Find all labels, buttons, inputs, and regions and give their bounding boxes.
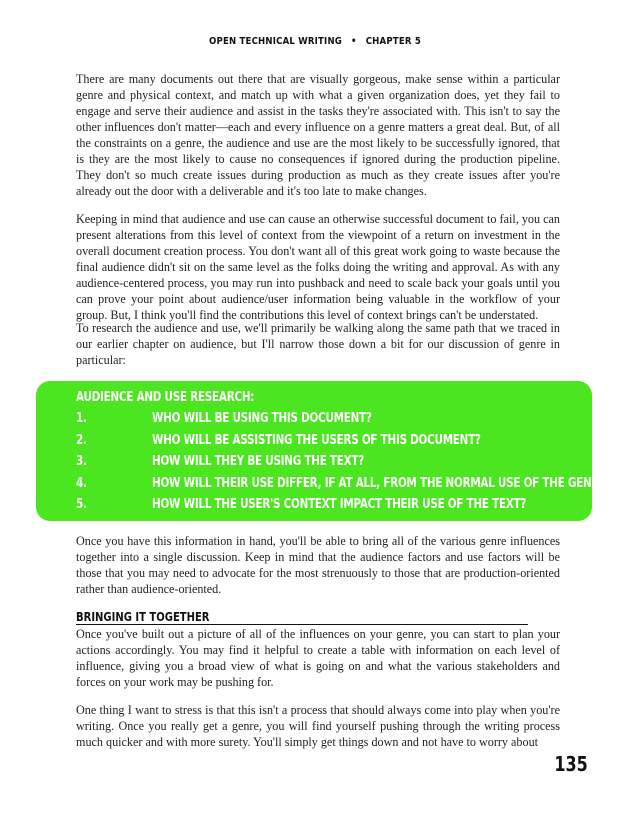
callout-title: AUDIENCE AND USE RESEARCH:: [76, 390, 255, 405]
paragraph-plan: Once you've built out a picture of all of the influences on your genre, you can start to plan your actions accordingly. You may find it helpful to create a table with information on each level of influence, giving you a broad view of what is going on and what the various stakeholders and forces on your work may be pushing for.: [76, 627, 560, 690]
running-header: [0, 36, 630, 47]
question-item: [76, 494, 527, 516]
header-separator: •: [351, 36, 357, 47]
question-text: WHO WILL BE USING THIS DOCUMENT?: [152, 411, 372, 426]
paragraph-research-intro: To research the audience and use, we'll primarily be walking along the same path that we traced in our earlier chapter on audience, but I'll narrow those down a bit for our discussion of genre in particular:: [76, 321, 560, 368]
paragraph-intro: There are many documents out there that are visually gorgeous, make sense within a particular genre and physical context, and match up with what a given organization does, yet they fail to engage and serve their audience and assist in the tasks they're associated with. This isn't to say the other influences don't matter—each and every influence on a genre matters a great deal. But, of all the constraints on a genre, the audience and use are the most likely to be successfully ignored, that is they are the most likely to cause no consequences if ignored during the production pipeline. They don't so much create issues during production as much as they create issues after you're already out the door with a deliverable and it's too late to make changes.: [76, 72, 560, 199]
question-number: 4.: [76, 475, 87, 491]
question-item: [76, 430, 481, 452]
question-text: HOW WILL THE USER'S CONTEXT IMPACT THEIR USE OF THE TEXT?: [152, 497, 527, 513]
question-number: 1.: [76, 411, 87, 426]
question-item: [76, 473, 612, 495]
section-heading: [76, 608, 528, 625]
paragraph-synthesis: Once you have this information in hand, you'll be able to bring all of the various genre influences together into a single discussion. Keep in mind that the audience factors and use factors will be those that you may need to advocate for the most strenuously to those that are production-oriented rather than audience-oriented.: [76, 534, 560, 597]
page-number: 135: [554, 752, 588, 776]
book-title: OPEN TECHNICAL WRITING: [209, 36, 343, 47]
paragraph-roi: Keeping in mind that audience and use can cause an otherwise successful document to fail, you can present alterations from this level of context from the viewpoint of a return on investment in the overall document creation process. You don't want all of this great work going to waste because the final audience didn't sit on the same level as the folks doing the writing and approval. As with any audience-centered process, you may run into pushback and need to scale back your goals until you can prove your point about audience/user information being valuable in the workflow of your group. But, I think you'll find the contributions this level of context brings can't be understated.: [76, 212, 560, 323]
question-text: WHO WILL BE ASSISTING THE USERS OF THIS DOCUMENT?: [152, 432, 481, 448]
question-item: [76, 451, 365, 473]
question-text: HOW WILL THEIR USE DIFFER, IF AT ALL, FROM THE NORMAL USE OF THE GENRE?: [152, 475, 612, 491]
section-heading-text: BRINGING IT TOGETHER: [76, 609, 210, 624]
chapter-label: CHAPTER 5: [365, 36, 421, 47]
question-number: 5.: [76, 497, 87, 513]
question-number: 2.: [76, 432, 87, 448]
question-item: [76, 408, 372, 430]
research-callout-box: [36, 381, 612, 521]
question-text: HOW WILL THEY BE USING THE TEXT?: [152, 454, 365, 470]
paragraph-stress: One thing I want to stress is that this isn't a process that should always come into play when you're writing. Once you really get a genre, you will find yourself pushing through the writing process much quicker and with more surety. You'll simply get things down and not have to worry about: [76, 703, 560, 750]
question-number: 3.: [76, 454, 87, 470]
